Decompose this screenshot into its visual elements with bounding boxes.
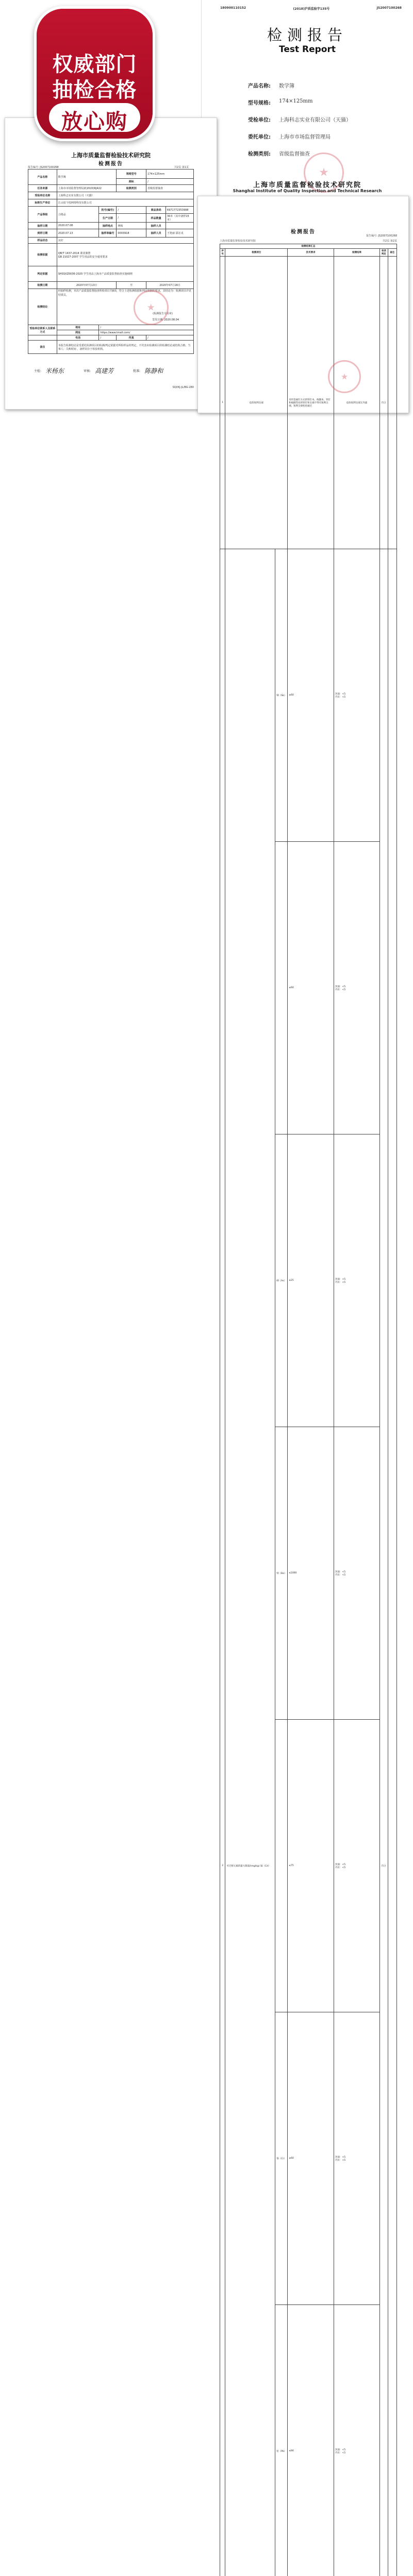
table-row <box>28 335 194 341</box>
approver <box>133 366 163 375</box>
cell-value: 省级监督抽查 <box>146 185 194 192</box>
cell-no: 1 <box>220 257 225 549</box>
cell-label: 传真 <box>117 335 146 341</box>
cover-page <box>201 0 413 202</box>
cell-item: 锑（Sb） <box>275 549 288 842</box>
cell-label: 商品条码 <box>146 207 166 214</box>
column-header: 技术要求 <box>288 249 334 257</box>
report-page-1 <box>5 117 217 410</box>
cell-value: 上海市市场监督管理局Z(2020)6J422 <box>57 185 117 192</box>
cell-result: 封面：<5 内页：<5 <box>334 2012 380 2305</box>
cover-field-inspected <box>248 115 351 132</box>
cell-value: / <box>117 207 146 214</box>
cell-item: 危险锐利尖端 <box>225 257 288 549</box>
cell-value: 数学簿 <box>57 170 117 185</box>
cell-result: 封面：<5 内页：<5 <box>334 1427 380 1720</box>
cell-judge: 符合 <box>380 257 388 549</box>
table-row <box>28 223 194 229</box>
cell-req: ≤90 <box>288 2305 334 2576</box>
cell-value <box>166 223 194 229</box>
cover-code-left: 180900110152 <box>220 6 246 11</box>
conclusion-cell <box>57 289 193 325</box>
cell-value: 2020.07.13 <box>57 229 99 238</box>
cell-label: 抽样单编号 <box>99 229 117 238</box>
results-table <box>220 244 397 2576</box>
cover-field-value: 上海科志实业有限公司（天猫） <box>279 115 351 123</box>
table-row <box>220 244 397 249</box>
table-row <box>28 341 194 354</box>
cell-req: ≤25 <box>288 1134 334 1427</box>
report-institute: 上海市质量监督检验技术研究院 <box>5 151 217 159</box>
cell-item: 铅（Pb） <box>275 2305 288 2576</box>
cell-result: 封面：<5 内页：<5 <box>334 2305 380 2576</box>
cell-req: ≤1000 <box>288 1427 334 1720</box>
cell-label: 产品等级 <box>28 207 57 223</box>
cell-label: 检测日期 <box>28 282 57 289</box>
seal-star-icon: ★ <box>341 372 348 382</box>
institute-small: 上海市质量监督检验技术研究院 <box>220 239 256 243</box>
table-row <box>28 244 194 266</box>
badge-line-1: 权威部门 <box>37 48 153 77</box>
cell-label: 任务来源 <box>28 185 57 192</box>
main-inspector <box>34 366 64 375</box>
cell-judge: 符合 <box>380 549 388 2576</box>
cell-value: SHSSXZ0036-2020 学生用品上海市产品质量监督抽查实施细则 <box>57 266 193 282</box>
promo-badge <box>34 6 155 141</box>
signature: 陈静和 <box>144 366 163 375</box>
badge-line-2: 抽检合格 <box>37 74 153 103</box>
table-row <box>28 282 194 289</box>
cover-title: 检测报告 <box>202 24 413 45</box>
cover-field-label: 产品名称: <box>248 81 279 89</box>
cell-value: 本报告检测结论是受委托检测项目的检测/判定依据对所检样品的判定，不代表未检测项目的检测结论或结构合格。当事人：失败时间 ，备样封存于检验机构。 <box>57 341 193 354</box>
cell-label: 检测结论 <box>28 289 57 325</box>
cell-value: 2020年07月16日 <box>146 282 194 289</box>
cell-label: 抽样日期 <box>28 223 57 229</box>
cell-item <box>275 842 288 1134</box>
badge-line-3: 放心购 <box>49 105 140 135</box>
cell-value: / <box>146 335 194 341</box>
cell-value: 网购 <box>117 223 146 229</box>
cell-label: 产品名称 <box>28 170 57 185</box>
cell-value: / <box>146 179 194 185</box>
report-page-2 <box>197 196 409 413</box>
cell-value: 至 <box>117 282 146 289</box>
cover-field-client <box>248 132 351 149</box>
cell-label: 抽样地点 <box>99 223 117 229</box>
report-meta <box>28 165 189 169</box>
cell-value: 0003918 <box>117 229 146 238</box>
issue-date: 签发日期: 2020.08.04 <box>152 318 179 321</box>
cell-value: 2020.07.08 <box>57 223 99 229</box>
table-row <box>28 325 194 330</box>
form-code: SQI/KJ-JL/BG-280 <box>173 386 194 389</box>
sign-label: 主检: <box>34 368 41 373</box>
column-header: 单项判定 <box>380 249 388 257</box>
cover-code-right: JS2007100268 <box>377 6 402 11</box>
cell-result: 封面：<5 内页：<5 <box>334 842 380 1134</box>
cover-field-value: 省级监督抽查 <box>279 149 310 157</box>
table-row <box>28 185 194 192</box>
table-row <box>28 170 194 179</box>
results-seal-stamp <box>328 360 361 393</box>
inspection-seal-stamp <box>134 290 169 325</box>
table-row <box>28 238 194 244</box>
cell-value: 王艳丽 邵宏戎 <box>166 229 194 238</box>
signature: 米杨东 <box>45 366 64 375</box>
cell-label: 抽样人员 <box>146 223 166 229</box>
cell-value: 2020年07月13日 <box>57 282 117 289</box>
cover-top-codes <box>220 6 402 11</box>
cell-value: https://www.tmall.com/ <box>99 330 194 335</box>
cover-field-label: 型号规格: <box>248 98 279 106</box>
cell-label: 判定依据 <box>28 266 57 282</box>
cell-spacer <box>28 335 57 341</box>
cell-label: 商标 <box>117 179 146 185</box>
table-header-row <box>220 249 397 257</box>
table-row <box>28 266 194 282</box>
cover-field-spec <box>248 98 351 115</box>
cell-item: 砷（As） <box>275 1134 288 1427</box>
table-row <box>28 207 194 214</box>
section-title: 检测结果汇总 <box>220 244 397 249</box>
cell-label: 网址 <box>57 330 99 335</box>
cell-item: 铬（Cr） <box>275 2012 288 2305</box>
table-row <box>28 229 194 238</box>
cell-req: ≤60 <box>288 549 334 842</box>
cell-label: 备注 <box>28 341 57 354</box>
table-row <box>28 192 194 199</box>
cell-req: ≤60 <box>288 842 334 1134</box>
report-summary-table <box>28 169 194 354</box>
seal-star-icon: ★ <box>147 302 155 313</box>
column-header: 备注 <box>388 249 397 257</box>
cell-result: 危险锐利尖端无外露 <box>334 257 380 549</box>
badge-strip <box>49 103 140 132</box>
cell-req: ≤60 <box>288 2012 334 2305</box>
cell-label: 抽样人员 <box>146 229 166 238</box>
sign-label: 批准: <box>133 368 140 373</box>
cover-field-label: 受检单位: <box>248 115 279 123</box>
sign-label: 审核: <box>84 368 91 373</box>
cover-field-label: 委托单位: <box>248 132 279 140</box>
seal-text: (检测报告专用章) <box>153 312 173 315</box>
cell-note <box>388 257 397 549</box>
cell-label: 受检单位名称 <box>28 192 57 199</box>
cell-item <box>275 1720 288 2012</box>
table-row <box>220 257 397 549</box>
report-title: 检测报告 <box>5 159 217 167</box>
seal-star-icon: ★ <box>319 166 329 179</box>
cell-no: 2 <box>220 549 225 2576</box>
column-header: 检测项目 <box>225 249 288 257</box>
cell-req: ≤75 <box>288 1720 334 2012</box>
cell-label: 受检单位联系人及联系方式 <box>28 325 57 335</box>
cover-fields <box>248 81 351 166</box>
cell-note <box>388 549 397 2576</box>
cover-field-product <box>248 81 351 98</box>
table-row <box>28 289 194 325</box>
cell-label: 规格型号 <box>117 170 146 179</box>
cover-subtitle: Test Report <box>202 44 413 55</box>
cover-field-label: 检测类别: <box>248 149 279 157</box>
cell-result: 封面：<5 内页：<5 <box>334 549 380 842</box>
cover-field-value: 174×125mm <box>279 98 313 104</box>
cell-item: 钡（Ba） <box>275 1427 288 1720</box>
cell-label: 标称生产单位 <box>28 199 57 207</box>
report-number: 报告编号: JS2007100268 <box>28 165 59 169</box>
page-number: 共2页 第2页 <box>383 239 397 243</box>
cell-value: / <box>99 325 194 330</box>
cell-value: 174×125mm <box>146 170 194 179</box>
cell-label: 生产日期 <box>99 214 117 223</box>
table-row <box>220 549 397 842</box>
cell-label: 地址 <box>57 325 99 330</box>
column-header: 检测结果 <box>334 249 380 257</box>
table-row <box>28 199 194 207</box>
cell-result: 封面：<5 内页：<5 <box>334 1720 380 2012</box>
cell-group <box>225 549 275 2576</box>
cell-group-label: 可迁移元素的最大限量/(mg/kg) 镉（Cd） <box>226 1865 270 1868</box>
cell-result: 封面：<5 内页：<5 <box>334 1134 380 1427</box>
signature: 高建芳 <box>95 366 113 375</box>
page-number: 共2页 第1页 <box>174 165 189 169</box>
cell-value: 良好 <box>57 238 193 244</box>
cell-label: 批号(编号) <box>99 207 117 214</box>
report-number: 报告编号: JS2007100268 <box>366 234 397 238</box>
report-title: 检测报告 <box>198 227 408 235</box>
cover-field-value: 数学簿 <box>279 81 294 89</box>
column-header: 序号 <box>220 249 225 257</box>
cell-value: 合格品 <box>57 207 99 223</box>
cover-field-value: 上海市市场监督管理局 <box>279 132 331 140</box>
cell-label: 到样日期 <box>28 229 57 238</box>
reviewer <box>84 366 113 375</box>
cell-req: 采用金属钉方式的铁钉本、线圈本、铁钉和线圈等处的铁钉和尖端不得有锐利尖端，锐利尖端检验通过 <box>288 257 334 549</box>
cell-value: / <box>99 335 117 341</box>
cover-institute-en: Shanghai Institute of Quality Inspection and Technical Research <box>202 189 413 193</box>
cell-value: 30本（其中备样15本） <box>166 214 194 223</box>
cell-value: / <box>117 214 146 223</box>
cell-label: 样品状态 <box>28 238 57 244</box>
cell-value: 6971772353998 <box>166 207 194 214</box>
cell-label: 检测类别 <box>117 185 146 192</box>
cell-label: 样品数量 <box>146 214 166 223</box>
cell-label: 电话 <box>57 335 99 341</box>
cover-institute: 上海市质量监督检验技术研究院 <box>202 179 413 189</box>
cell-label: 检测依据 <box>28 244 57 266</box>
cell-value: QB/T 1437-2014 课业簿册 GB 21027-2007 学生用品的安全通用要求 <box>57 244 193 266</box>
report-meta <box>220 239 397 243</box>
cell-value: 江山留个悦网络科技有限公司 <box>57 199 193 207</box>
signature-row <box>34 366 196 375</box>
cover-code-mid: (2018)沪质监验字135号 <box>293 6 330 11</box>
cell-value: 上海科志实业有限公司（天猫） <box>57 192 193 199</box>
conclusion-text: 经抽样检测，本次产品质量监督抽查所检项目共8项，符合上述检测依据和判定依据的要求，其结论为：检测项目详见结果页。 <box>58 290 192 297</box>
